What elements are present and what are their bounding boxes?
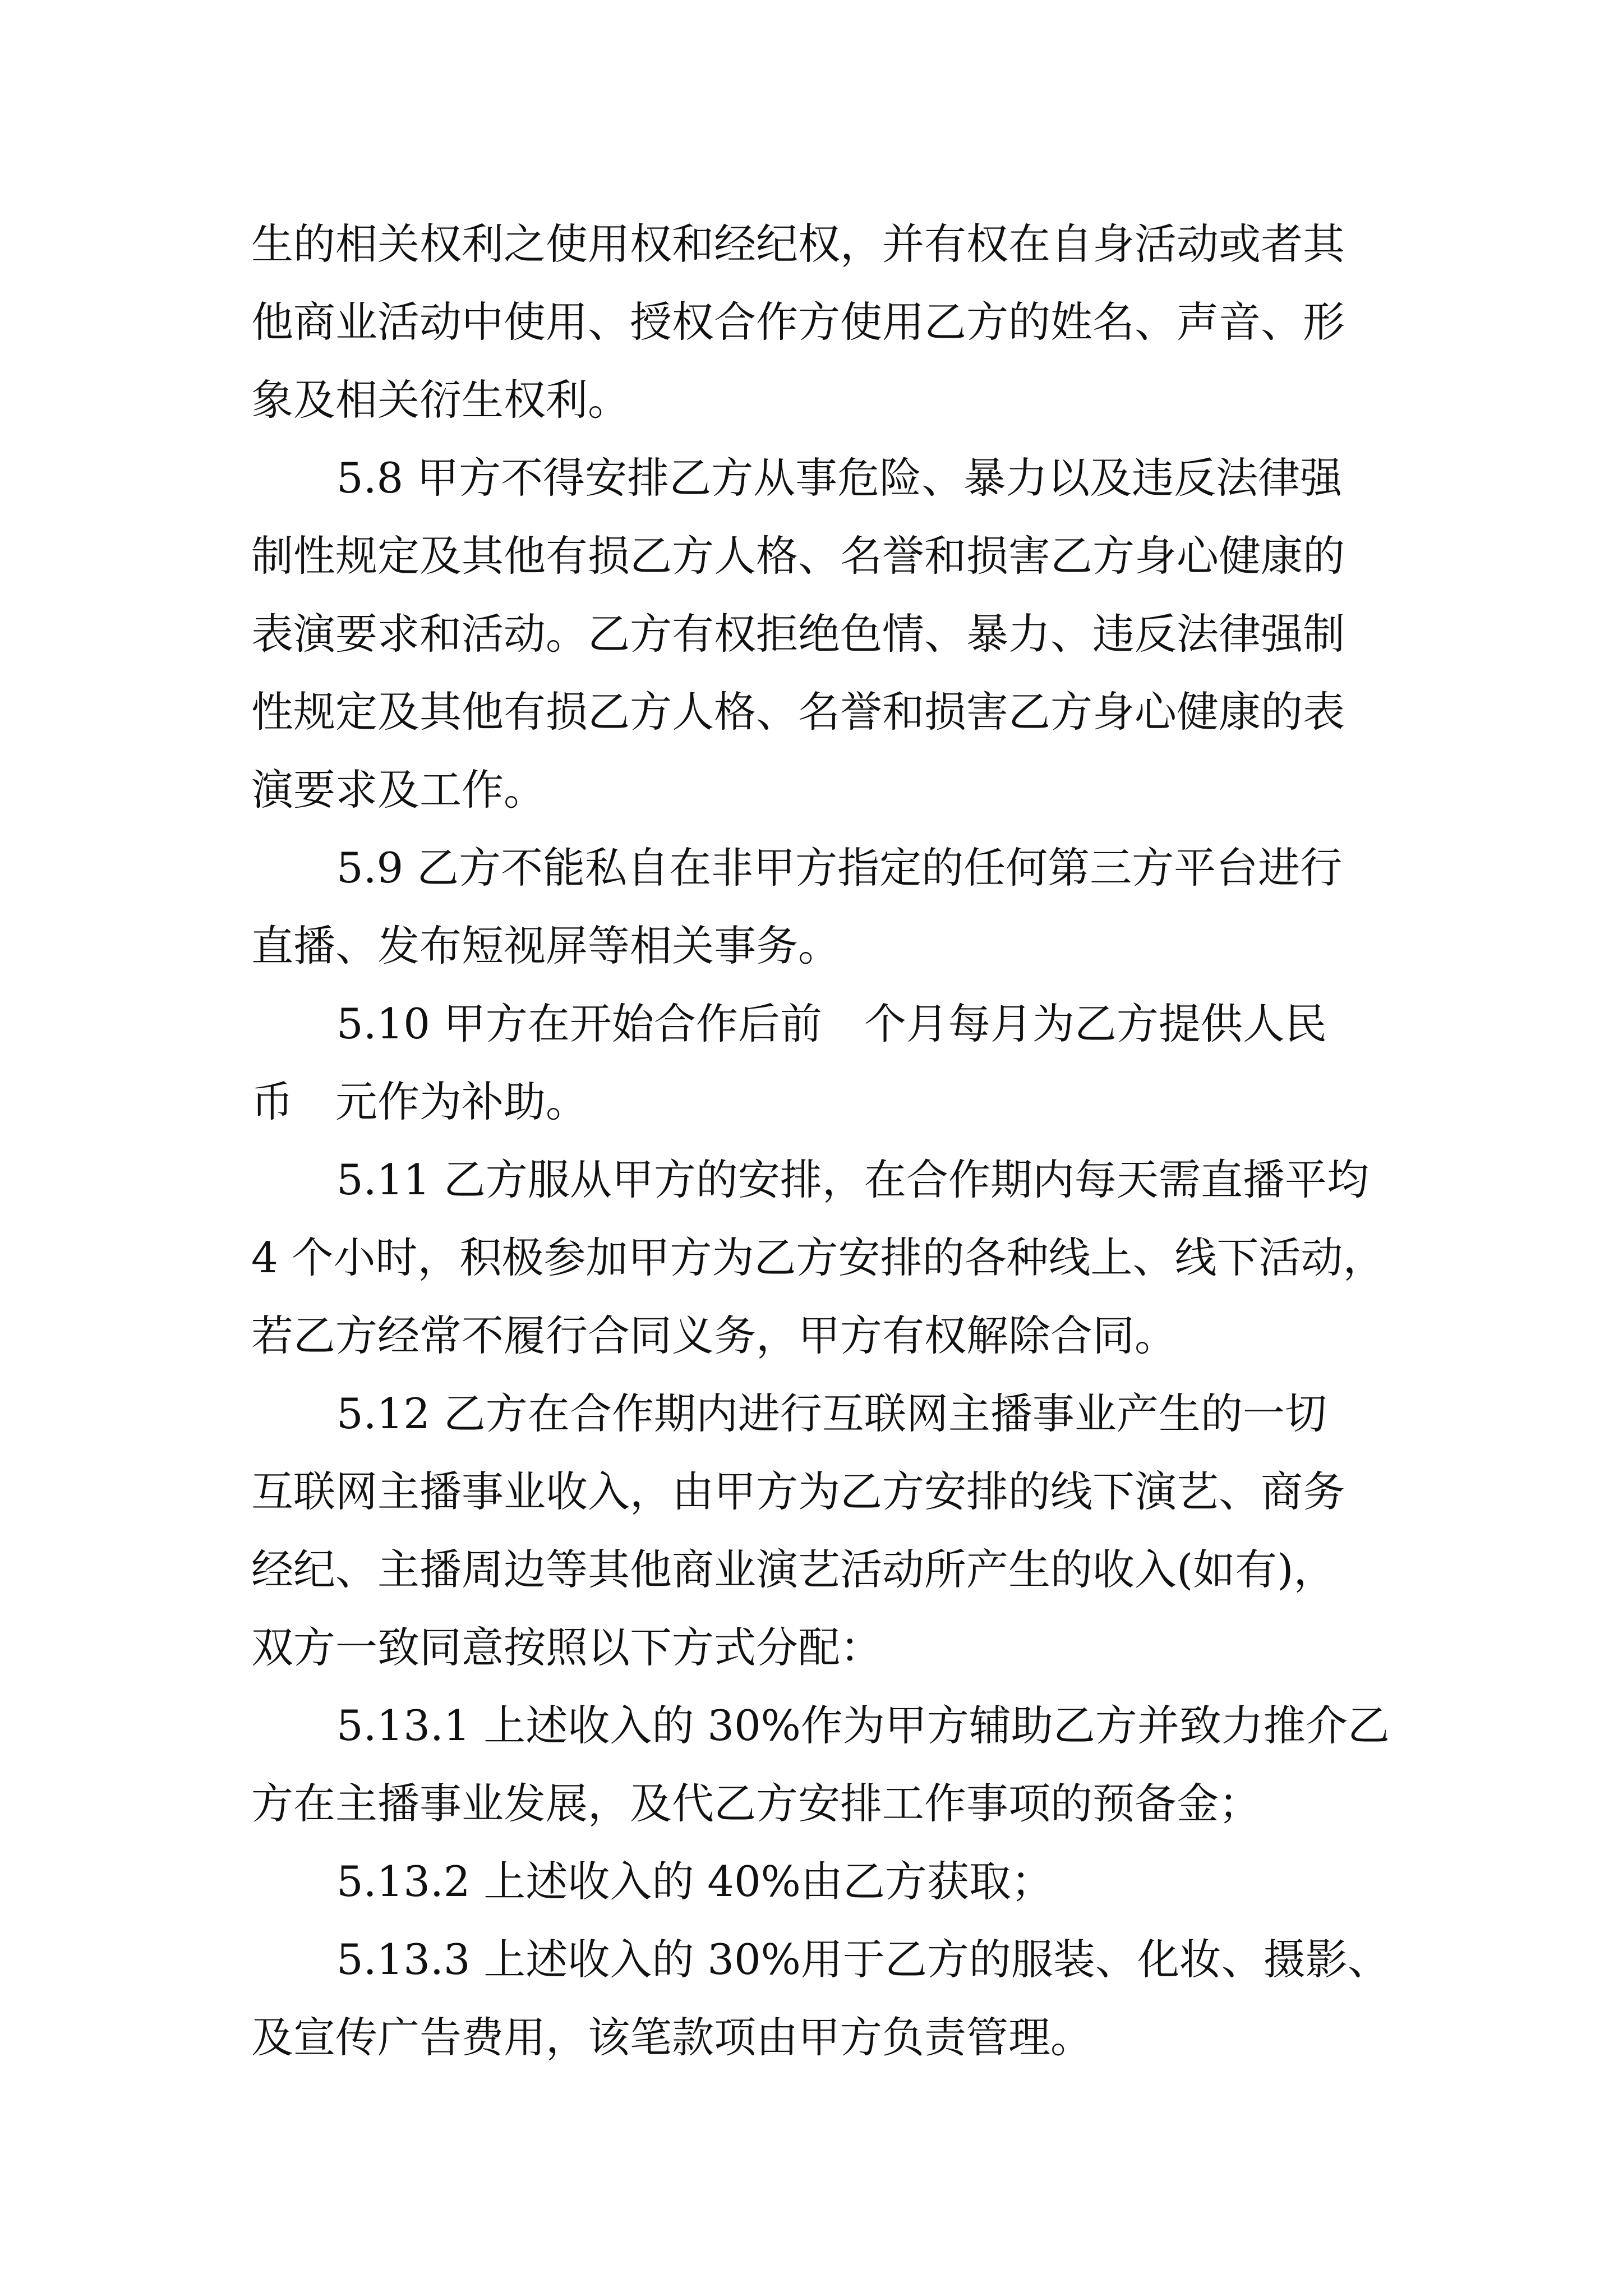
text-line: 5.13.3 上述收入的 30%用于乙方的服装、化妆、摄影、 [336,1935,1390,1984]
text-line: 4 个小时，积极参加甲方为乙方安排的各种线上、线下活动， [251,1233,1385,1282]
text-line: 5.12 乙方在合作期内进行互联网主播事业产生的一切 [336,1389,1327,1438]
text-line: 方在主播事业发展，及代乙方安排工作事项的预备金； [251,1779,1261,1828]
text-line: 5.11 乙方服从甲方的安排，在合作期内每天需直播平均 [336,1155,1369,1204]
text-line: 制性规定及其他有损乙方人格、名誉和损害乙方身心健康的 [251,531,1345,581]
text-line: 互联网主播事业收入，由甲方为乙方安排的线下演艺、商务 [251,1467,1345,1516]
text-line: 及宣传广告费用，该笔款项由甲方负责管理。 [251,2013,1093,2062]
text-line: 他商业活动中使用、授权合作方使用乙方的姓名、声音、形 [251,297,1345,347]
text-line: 经纪、主播周边等其他商业演艺活动所产生的收入(如有)， [251,1545,1336,1594]
text-line: 直播、发布短视屏等相关事务。 [251,921,841,970]
text-line: 象及相关衍生权利。 [251,375,630,425]
text-line: 若乙方经常不履行合同义务，甲方有权解除合同。 [251,1311,1177,1360]
text-line: 5.13.1 上述收入的 30%作为甲方辅助乙方并致力推介乙 [336,1701,1390,1750]
text-line: 表演要求和活动。乙方有权拒绝色情、暴力、违反法律强制 [251,609,1345,659]
text-line: 5.9 乙方不能私自在非甲方指定的任何第三方平台进行 [336,843,1343,892]
text-line: 生的相关权利之使用权和经纪权，并有权在自身活动或者其 [251,219,1345,269]
text-line: 5.10 甲方在开始合作后前 个月每月为乙方提供人民 [336,999,1327,1048]
text-line: 5.8 甲方不得安排乙方从事危险、暴力以及违反法律强 [336,453,1343,503]
text-line: 演要求及工作。 [251,765,546,815]
text-line: 性规定及其他有损乙方人格、名誉和损害乙方身心健康的表 [251,687,1345,737]
text-line: 5.13.2 上述收入的 40%由乙方获取； [336,1857,1053,1906]
text-line: 币 元作为补助。 [251,1077,588,1126]
text-line: 双方一致同意按照以下方式分配： [251,1623,883,1672]
